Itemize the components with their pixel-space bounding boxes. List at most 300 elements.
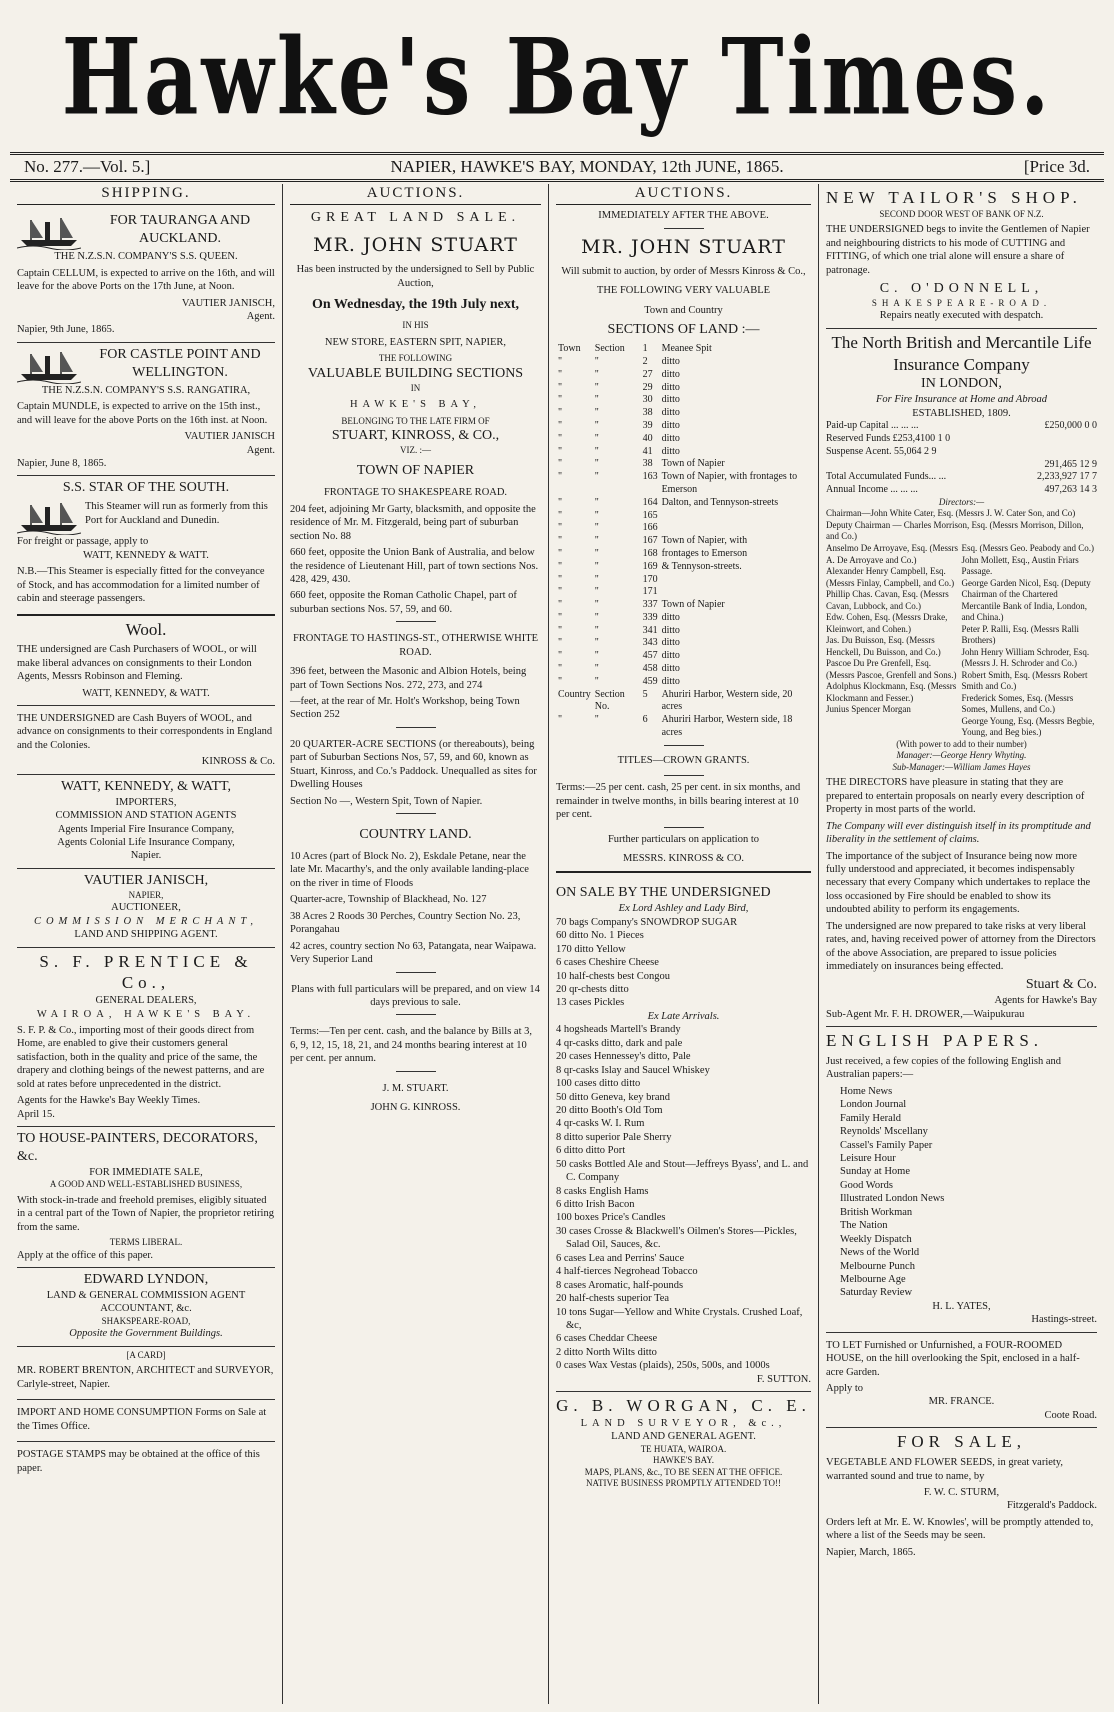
- section-cell: Town of Napier, with frontages to Emerson: [661, 471, 798, 495]
- section-row: [556, 574, 811, 587]
- section-cell: ditto: [661, 611, 680, 623]
- section-cell: 343: [642, 637, 658, 649]
- forsale-name: F. W. C. STURM,: [923, 1486, 1000, 1498]
- nbm-body3: The importance of the subject of Insurance being now more fully understood and appreciated, it becomes indispensably necessary that every Company which undertakes to replace the loss occasioned by Fire should be enabled to show its undoubted ability to perform its engagements.: [826, 850, 1091, 916]
- financial-cell: 291,465 12 9: [1044, 458, 1097, 470]
- country-land: COUNTRY LAND.: [359, 827, 472, 843]
- paper-title: The Nation: [840, 1220, 888, 1232]
- paper-title: Cassel's Family Paper: [840, 1139, 933, 1151]
- financial-row: [826, 420, 1097, 433]
- wool-ad-2: [17, 706, 275, 775]
- section-cell: ditto: [661, 355, 680, 367]
- lyndon-l2: LAND & GENERAL COMMISSION AGENT: [46, 1289, 246, 1301]
- vj-l4: COMMISSION MERCHANT,: [33, 915, 259, 927]
- section-cell: 6: [642, 714, 648, 726]
- ship1-agent: VAUTIER JANISCH,: [181, 297, 275, 309]
- section-cell: ": [558, 547, 563, 559]
- sign-stuart: J. M. STUART.: [382, 1082, 449, 1094]
- ship1-vessel: THE N.Z.S.N. COMPANY'S S.S. QUEEN.: [54, 251, 238, 263]
- section-cell: 5: [642, 688, 648, 700]
- nbm-sub-agent: Sub-Agent Mr. F. H. DROWER,—Waipukurau: [826, 1008, 1025, 1020]
- goods-item: 50 ditto Geneva, key brand: [556, 1091, 671, 1103]
- section-cell: ": [594, 599, 599, 611]
- steamship-icon: [17, 346, 81, 384]
- sfp-title: S. F. PRENTICE & Co.,: [39, 951, 253, 993]
- lot-7: Section No —, Western Spit, Town of Napier.: [290, 795, 483, 807]
- financial-cell: [826, 459, 1009, 472]
- firm: STUART, KINROSS, & CO.,: [331, 428, 500, 444]
- section-cell: 337: [642, 599, 658, 611]
- kinross-sign: MESSRS. KINROSS & CO.: [556, 852, 811, 873]
- wkw-l2: IMPORTERS,: [115, 796, 177, 808]
- wkw-l5: Agents Colonial Life Insurance Company,: [57, 837, 235, 848]
- ship3-freight: For freight or passage, apply to: [17, 536, 149, 548]
- section-cell: ": [558, 586, 563, 598]
- belonging: BELONGING TO THE LATE FIRM OF: [341, 415, 490, 426]
- director-entry: Edw. Cohen, Esq. (Messrs Drake, Kleinwort, and Cohen.): [826, 612, 948, 634]
- nbm-london: IN LONDON,: [921, 376, 1002, 392]
- brenton-ad: [17, 1347, 275, 1400]
- town-country: Town and Country: [644, 304, 723, 316]
- papers-intro: Just received, a few copies of the following English and Australian papers:—: [826, 1055, 1062, 1081]
- section-cell: Ahuriri Harbor, Western side, 20 acres: [661, 688, 793, 713]
- goods-item: 2 ditto North Wilts ditto: [556, 1346, 657, 1358]
- lot-6: 20 QUARTER-ACRE SECTIONS (or thereabouts), being part of Suburban Sections Nos, 57, 59, and 60, known as Stuart, Kinross, and Co.'s Paddock. Unequalled as sites for Dwelling Houses: [290, 738, 537, 791]
- steamship-icon: [17, 497, 81, 535]
- director-entry: Phillip Chas. Cavan, Esq. (Messrs Cavan, Lubbock, and Co.): [826, 589, 949, 611]
- land-sale-title: GREAT LAND SALE.: [310, 210, 521, 226]
- section-cell: ": [594, 381, 599, 393]
- column-4: [819, 184, 1104, 1704]
- section-cell: ": [594, 675, 599, 687]
- section-cell: ": [594, 471, 599, 483]
- ship1-date: Napier, 9th June, 1865.: [17, 324, 115, 336]
- section-cell: 169: [642, 560, 658, 572]
- terms: Terms:—Ten per cent. cash, and the balance by Bills at 3, 6, 9, 12, 15, 18, 21, and 24 months bearing interest at 10 per cent. per annum.: [290, 1026, 532, 1065]
- lot-10: 38 Acres 2 Roods 30 Perches, Country Section No. 23, Porangahau: [290, 910, 521, 936]
- financial-row: [826, 471, 1097, 484]
- vj-l5: LAND AND SHIPPING AGENT.: [74, 929, 218, 941]
- nbm-title: The North British and Mercantile Life Insurance Company: [831, 332, 1092, 374]
- section-cell: 165: [642, 509, 658, 521]
- ship2-agent: VAUTIER JANISCH: [184, 431, 275, 443]
- section-cell: 459: [642, 675, 658, 687]
- nbm-body2: The Company will ever distinguish itself in its promptitude and liberality in the settlement of claims.: [826, 820, 1091, 846]
- section-row: [556, 446, 811, 459]
- section-cell: Meanee Spit: [661, 343, 712, 355]
- section-cell: ditto: [661, 624, 680, 636]
- nbm-directors: Directors:—: [938, 496, 985, 507]
- masthead-title: Hawke's Bay Times.: [61, 14, 1053, 138]
- section-cell: ": [594, 368, 599, 380]
- director-entry: Esq. (Messrs Geo. Peabody and Co.): [961, 543, 1094, 553]
- sale-ex: Ex Lord Ashley and Lady Bird,: [618, 903, 749, 915]
- paper-title: Home News: [840, 1085, 893, 1097]
- paper-title: Illustrated London News: [840, 1193, 945, 1205]
- brenton-card: [A CARD]: [126, 1349, 166, 1360]
- vj-l2: NAPIER,: [128, 889, 164, 900]
- sfp-agents: Agents for the Hawke's Bay Weekly Times.: [17, 1095, 201, 1107]
- director-entry: Alexander Henry Campbell, Esq. (Messrs Finlay, Campbell, and Co.): [826, 566, 955, 588]
- section-cell: ": [558, 522, 563, 534]
- worgan-l1: LAND SURVEYOR, &c.,: [580, 1417, 787, 1429]
- section-cell: ditto: [661, 663, 680, 675]
- nbm-for: For Fire Insurance at Home and Abroad: [875, 394, 1048, 406]
- vj-l1: VAUTIER JANISCH,: [83, 872, 209, 888]
- auctions-heading-1: AUCTIONS.: [290, 184, 541, 205]
- paper-title: Family Herald: [840, 1112, 901, 1124]
- wkw-ad: [17, 775, 275, 869]
- wool2-sign: KINROSS & Co.: [201, 756, 275, 768]
- lyndon-l5: Opposite the Government Buildings.: [69, 1328, 223, 1340]
- section-row: [556, 394, 811, 407]
- section-row: [556, 689, 811, 715]
- tailor-sub: SECOND DOOR WEST OF BANK OF N.Z.: [879, 208, 1044, 219]
- goods-item: 170 ditto Yellow: [556, 943, 626, 955]
- ship2-title: FOR CASTLE POINT AND WELLINGTON.: [99, 346, 261, 380]
- instructed-2: Will submit to auction, by order of Messrs Kinross & Co.,: [561, 265, 806, 277]
- hawkes-bay: HAWKE'S BAY,: [349, 399, 482, 411]
- ship2-vessel: THE N.Z.S.N. COMPANY'S S.S. RANGATIRA,: [41, 384, 251, 396]
- papers-sign: H. L. YATES,: [932, 1300, 991, 1312]
- section-cell: ": [558, 355, 563, 367]
- column-1: [10, 184, 283, 1704]
- section-cell: ": [558, 675, 563, 687]
- section-cell: & Tennyson-streets.: [661, 560, 742, 572]
- ship3-body: This Steamer will run as formerly from this Port for Auckland and Dunedin.: [85, 501, 268, 526]
- section-row: [556, 369, 811, 382]
- section-cell: Section No.: [594, 688, 625, 713]
- ship2-agent-role: Agent.: [246, 444, 275, 456]
- section-cell: ": [558, 624, 563, 636]
- goods-item: 10 tons Sugar—Yellow and White Crystals. Crushed Loaf, &c,: [556, 1306, 803, 1331]
- section-cell: ": [558, 650, 563, 662]
- nbm-manager: Manager:—George Henry Whyting.: [896, 750, 1027, 761]
- director-entry: Anselmo De Arroyave, Esq. (Messrs A. De Arroyave and Co.): [826, 543, 958, 565]
- section-cell: 170: [642, 573, 658, 585]
- section-cell: ": [594, 522, 599, 534]
- goods-item: 20 cases Hennessey's ditto, Pale: [556, 1051, 691, 1063]
- section-cell: [660, 522, 811, 535]
- section-cell: Section: [594, 343, 625, 355]
- section-row: [556, 625, 811, 638]
- goods-item: 4 half-tierces Negrohead Tobacco: [556, 1266, 698, 1278]
- sutton-ad: [556, 881, 811, 1392]
- financial-cell: [1009, 446, 1097, 459]
- goods-item: 6 cases Cheshire Cheese: [556, 957, 659, 969]
- forsale-body: VEGETABLE AND FLOWER SEEDS, in great variety, warranted sound and true to name, by: [826, 1457, 1064, 1482]
- sfp-ad: [17, 948, 275, 1127]
- ship3-note: N.B.—This Steamer is especially fitted for the conveyance of Stock, and has accommodation for a limited number of cabin and steerage passengers.: [17, 566, 265, 605]
- nbm-power: (With power to add to their number): [896, 738, 1027, 749]
- brenton-body: MR. ROBERT BRENTON, ARCHITECT and SURVEYOR, Carlyle-street, Napier.: [17, 1365, 274, 1390]
- section-row: [556, 676, 811, 689]
- section-row: [556, 356, 811, 369]
- section-cell: 29: [642, 381, 653, 393]
- paper-title: British Workman: [840, 1206, 913, 1218]
- goods-item: 8 cases Aromatic, half-pounds: [556, 1279, 684, 1291]
- painters-apply: Apply at the office of this paper.: [17, 1249, 153, 1261]
- goods-item: 70 bags Company's SNOWDROP SUGAR: [556, 916, 738, 928]
- nbm-body4: The undersigned are now prepared to take risks at very liberal rates, and, having received power of attorney from the Directors of the above Association, are prepared to issue policies immediately on insurances being effected.: [826, 920, 1096, 972]
- worgan-l4: HAWKE'S BAY.: [653, 1455, 714, 1466]
- sutton-sign: F. SUTTON.: [756, 1373, 811, 1385]
- section-row: [556, 612, 811, 625]
- section-cell: Town: [558, 343, 581, 355]
- paper-title: Weekly Dispatch: [840, 1233, 912, 1245]
- section-cell: ": [558, 419, 563, 431]
- goods-item: 8 casks English Hams: [556, 1185, 649, 1197]
- in: IN: [410, 382, 421, 393]
- following-2: THE FOLLOWING VERY VALUABLE: [596, 285, 771, 297]
- after-title: IMMEDIATELY AFTER THE ABOVE.: [598, 210, 769, 222]
- goods-list-late: [556, 1023, 811, 1372]
- import-body: IMPORT AND HOME CONSUMPTION Forms on Sale at the Times Office.: [17, 1407, 267, 1432]
- goods-item: 20 half-chests superior Tea: [556, 1293, 670, 1305]
- painters-ad: [17, 1127, 275, 1268]
- lot-4: 396 feet, between the Masonic and Albion Hotels, being part of Town Sections Nos. 272, 273, and 274: [290, 666, 527, 691]
- section-cell: ": [594, 535, 599, 547]
- nbm-est: ESTABLISHED, 1809.: [912, 407, 1011, 419]
- lot-1: 204 feet, adjoining Mr Garty, blacksmith, and opposite the residence of Mr. M. Fitzgerald, being part of suburban section No. 88: [290, 503, 536, 542]
- section-cell: ": [558, 560, 563, 572]
- section-cell: ": [558, 496, 563, 508]
- financial-cell: 2,233,927 17 7: [1037, 471, 1097, 483]
- issue-number: No. 277.—Vol. 5.]: [24, 157, 151, 176]
- section-row: [556, 420, 811, 433]
- valuable: VALUABLE BUILDING SECTIONS: [307, 365, 524, 381]
- goods-list: [556, 916, 811, 1010]
- section-cell: Ahuriri Harbor, Western side, 18 acres: [661, 714, 793, 739]
- section-row: [556, 382, 811, 395]
- section-row: [556, 497, 811, 510]
- director-entry: Robert Smith, Esq. (Messrs Robert Smith and Co.): [961, 669, 1088, 692]
- section-row: [556, 433, 811, 446]
- sfp-place: WAIROA, HAWKE'S BAY.: [36, 1008, 256, 1020]
- goods-item: 20 ditto Booth's Old Tom: [556, 1104, 663, 1116]
- goods-item: 8 ditto superior Pale Sherry: [556, 1131, 672, 1143]
- paper-title: Melbourne Age: [840, 1273, 906, 1285]
- tailor-body: THE UNDERSIGNED begs to invite the Gentlemen of Napier and neighbouring districts to his mode of CUTTING and FITTING, of which one trial alone will ensure a share of patronage.: [826, 224, 1090, 276]
- store: NEW STORE, EASTERN SPIT, NAPIER,: [324, 336, 507, 348]
- section-cell: ": [558, 458, 563, 470]
- price: [Price 3d.: [1023, 157, 1090, 176]
- section-cell: Country: [558, 688, 591, 700]
- financial-cell: Paid-up Capital ... ... ...: [826, 420, 919, 432]
- terms-2: Terms:—25 per cent. cash, 25 per cent. in six months, and remainder in twelve months, in bills bearing interest at 10 per cent.: [556, 782, 801, 821]
- forsale-date: Napier, March, 1865.: [826, 1546, 916, 1558]
- section-cell: 1: [642, 343, 648, 355]
- tolet-ad: [826, 1333, 1097, 1429]
- in-his: IN HIS: [402, 320, 429, 331]
- section-cell: 163: [642, 471, 658, 483]
- goods-item: 6 cases Lea and Perrins' Sauce: [556, 1252, 685, 1264]
- section-cell: frontages to Emerson: [661, 547, 748, 559]
- director-entry: Frederick Somes, Esq. (Messrs Somes, Mullens, and Co.): [961, 692, 1074, 715]
- late-arrivals: Ex Late Arrivals.: [647, 1010, 720, 1022]
- painters-sale: FOR IMMEDIATE SALE,: [89, 1166, 203, 1178]
- section-cell: ": [594, 509, 599, 521]
- auctioneer-name-2: MR. JOHN STUART: [581, 235, 786, 258]
- section-cell: Town of Napier: [661, 458, 725, 470]
- steamship-icon: [17, 212, 81, 250]
- ship2-body: Captain MUNDLE, is expected to arrive on the 15th inst., and will leave for the above Ports on the 16th inst. at Noon.: [17, 401, 268, 426]
- paper-title: London Journal: [840, 1099, 907, 1111]
- wool2-body: THE UNDERSIGNED are Cash Buyers of WOOL, and advance on consignments to their correspondents in England and the Colonies.: [17, 713, 273, 751]
- goods-item: 0 cases Wax Vestas (plaids), 250s, 500s, and 1000s: [556, 1360, 770, 1372]
- sfp-body: S. F. P. & Co., importing most of their goods direct from Home, are enabled to give their customers general satisfaction, both in the quality and price of the same, the drapery and clothing beings of the newest patterns, and are sold at rates before unprecedented in the district.: [17, 1024, 265, 1090]
- section-cell: 30: [642, 394, 653, 406]
- worgan-ad: [556, 1392, 811, 1495]
- section-cell: ": [594, 560, 599, 572]
- wkw-l6: Napier.: [130, 850, 162, 862]
- director-entry: Peter P. Ralli, Esq. (Messrs Ralli Brothers): [961, 623, 1079, 646]
- section-cell: ": [558, 471, 563, 483]
- paper-title: Leisure Hour: [840, 1153, 896, 1165]
- tailor-ad: [826, 184, 1097, 329]
- wkw-l1: WATT, KENNEDY, & WATT,: [60, 778, 232, 794]
- section-cell: 27: [642, 368, 653, 380]
- ship1-agent-role: Agent.: [246, 310, 275, 322]
- directors-list: [826, 543, 1097, 739]
- forsale-orders: Orders left at Mr. E. W. Knowles', will be promptly attended to, where a list of the Seeds may be seen.: [826, 1516, 1094, 1542]
- wkw-l3: COMMISSION AND STATION AGENTS: [55, 810, 237, 822]
- section-cell: ": [594, 663, 599, 675]
- section-cell: 40: [642, 432, 653, 444]
- goods-item: 30 cases Crosse & Blackwell's Oilmen's Stores—Pickles, Salad Oil, Sauces, &c.: [556, 1225, 797, 1251]
- section-row: [556, 407, 811, 420]
- financial-cell: Annual Income ... ... ...: [826, 484, 918, 496]
- section-cell: ": [594, 458, 599, 470]
- goods-item: 6 ditto ditto Port: [556, 1145, 626, 1157]
- section-row: [556, 561, 811, 574]
- paper-title: Reynolds' Mscellany: [840, 1126, 928, 1138]
- section-cell: ": [594, 407, 599, 419]
- lot-11: 42 acres, country section No 63, Patangata, near Waipawa. Very Superior Land: [290, 940, 537, 966]
- section-cell: ": [558, 663, 563, 675]
- section-row: [556, 535, 811, 548]
- import-ad: [17, 1400, 275, 1442]
- section-cell: 457: [642, 650, 658, 662]
- section-cell: 171: [642, 586, 658, 598]
- sections-heading: SECTIONS OF LAND :—: [607, 322, 760, 338]
- masthead: [10, 0, 1104, 152]
- lot-5: —feet, at the rear of Mr. Holt's Workshop, being Town Section 252: [290, 696, 520, 721]
- goods-item: 13 cases Pickles: [556, 997, 625, 1009]
- sections-table: [556, 343, 811, 740]
- section-cell: ": [594, 394, 599, 406]
- tailor-title: NEW TAILOR'S SHOP.: [826, 188, 1082, 207]
- place-date: NAPIER, HAWKE'S BAY, MONDAY, 12th JUNE, 1865.: [390, 157, 784, 176]
- section-cell: [660, 586, 811, 599]
- auctioneer-name: MR. JOHN STUART: [313, 234, 518, 257]
- financial-cell: [1009, 433, 1097, 446]
- section-row: [556, 714, 811, 740]
- nbm-body1: THE DIRECTORS have pleasure in stating that they are prepared to entertain proposals on nearly every description of Property in most parts of the world.: [826, 777, 1085, 816]
- section-cell: ditto: [661, 637, 680, 649]
- viz: VIZ. :—: [400, 444, 431, 455]
- town-of-napier: TOWN OF NAPIER: [356, 463, 475, 479]
- nbm-sub-manager: Sub-Manager:—William James Hayes: [892, 761, 1031, 772]
- section-cell: 167: [642, 535, 658, 547]
- lot-9: Quarter-acre, Township of Blackhead, No. 127: [290, 894, 487, 906]
- postage-ad: [17, 1442, 275, 1483]
- section-cell: ": [558, 407, 563, 419]
- section-cell: ": [558, 381, 563, 393]
- ship-ad-tauranga: [17, 209, 275, 343]
- financial-row: [826, 484, 1097, 497]
- section-cell: 38: [642, 407, 653, 419]
- section-cell: ": [558, 445, 563, 457]
- section-cell: ditto: [661, 381, 680, 393]
- section-row: [556, 599, 811, 612]
- worgan-l3: TE HUATA, WAIROA.: [640, 1443, 727, 1454]
- column-2: [283, 184, 549, 1704]
- frontage-1: FRONTAGE TO SHAKESPEARE ROAD.: [323, 487, 508, 499]
- director-entry: Pascoe Du Pre Grenfell, Esq. (Messrs Pascoe, Grenfell and Sons.): [826, 658, 957, 680]
- financial-cell: 497,263 14 3: [1044, 484, 1097, 496]
- tolet-body: TO LET Furnished or Unfurnished, a FOUR-ROOMED HOUSE, on the hill overlooking the Spit, enclosed in a half-acre Garden.: [826, 1339, 1080, 1378]
- financial-cell: Total Accumulated Funds... ...: [826, 471, 947, 483]
- section-cell: ": [594, 624, 599, 636]
- lot-8: 10 Acres (part of Block No. 2), Eskdale Petane, near the late Mr. Macarthy's, and the only available landing-place on the river in time of Floods: [290, 851, 529, 889]
- dateline: [10, 152, 1104, 182]
- lyndon-l1: EDWARD LYNDON,: [83, 1272, 209, 1288]
- ship3-title: S.S. STAR OF THE SOUTH.: [62, 480, 230, 496]
- section-cell: ": [594, 445, 599, 457]
- section-cell: ": [558, 637, 563, 649]
- worgan-l6: NATIVE BUSINESS PROMPTLY ATTENDED TO!!: [586, 1478, 781, 1489]
- director-entry: Jas. Du Buisson, Esq. (Messrs Henckell, Du Buisson, and Co.): [826, 635, 941, 657]
- section-row: [556, 650, 811, 663]
- following: THE FOLLOWING: [378, 353, 453, 364]
- columns: [10, 184, 1104, 1704]
- wool-ad-1: [17, 616, 275, 707]
- section-cell: ": [594, 432, 599, 444]
- goods-item: 4 qr-casks ditto, dark and pale: [556, 1037, 683, 1049]
- section-cell: ": [558, 611, 563, 623]
- goods-item: 10 half-chests best Congou: [556, 970, 671, 982]
- papers-ad: [826, 1027, 1097, 1333]
- nbm-chairman: Chairman—John White Cater, Esq. (Messrs J. W. Cater Son, and Co): [826, 508, 1076, 519]
- auctions-heading-2: AUCTIONS.: [556, 184, 811, 205]
- financial-row: [826, 459, 1097, 472]
- section-cell: Dalton, and Tennyson-streets: [661, 496, 779, 508]
- worgan-l5: MAPS, PLANS, &c., TO BE SEEN AT THE OFFICE.: [584, 1466, 783, 1477]
- financial-table: [826, 420, 1097, 497]
- postage-body: POSTAGE STAMPS may be obtained at the office of this paper.: [17, 1449, 260, 1474]
- ship3-agent: WATT, KENNEDY & WATT.: [83, 549, 209, 561]
- section-cell: 164: [642, 496, 658, 508]
- director-entry: John Mollett, Esq., Austin Friars Passage.: [961, 554, 1079, 577]
- section-row: [556, 343, 811, 356]
- ship1-body: Captain CELLUM, is expected to arrive on the 16th, and will leave for the above Ports on the 17th June, at Noon.: [17, 267, 275, 293]
- ship-ad-wellington: [17, 343, 275, 477]
- director-entry: Adolphus Klockmann, Esq. (Messrs Klockmann and Fesser.): [826, 681, 957, 703]
- sfp-sub: GENERAL DEALERS,: [95, 995, 197, 1007]
- section-cell: 39: [642, 419, 653, 431]
- ship1-title: FOR TAURANGA AND AUCKLAND.: [109, 213, 251, 247]
- section-cell: ": [594, 714, 599, 726]
- section-row: [556, 522, 811, 535]
- goods-item: 6 cases Cheddar Cheese: [556, 1333, 658, 1345]
- section-cell: ": [594, 496, 599, 508]
- section-cell: 41: [642, 445, 653, 457]
- section-cell: 166: [642, 522, 658, 534]
- section-cell: 2: [642, 355, 648, 367]
- wkw-l4: Agents Imperial Fire Insurance Company,: [57, 823, 235, 835]
- director-entry: Junius Spencer Morgan: [826, 704, 911, 715]
